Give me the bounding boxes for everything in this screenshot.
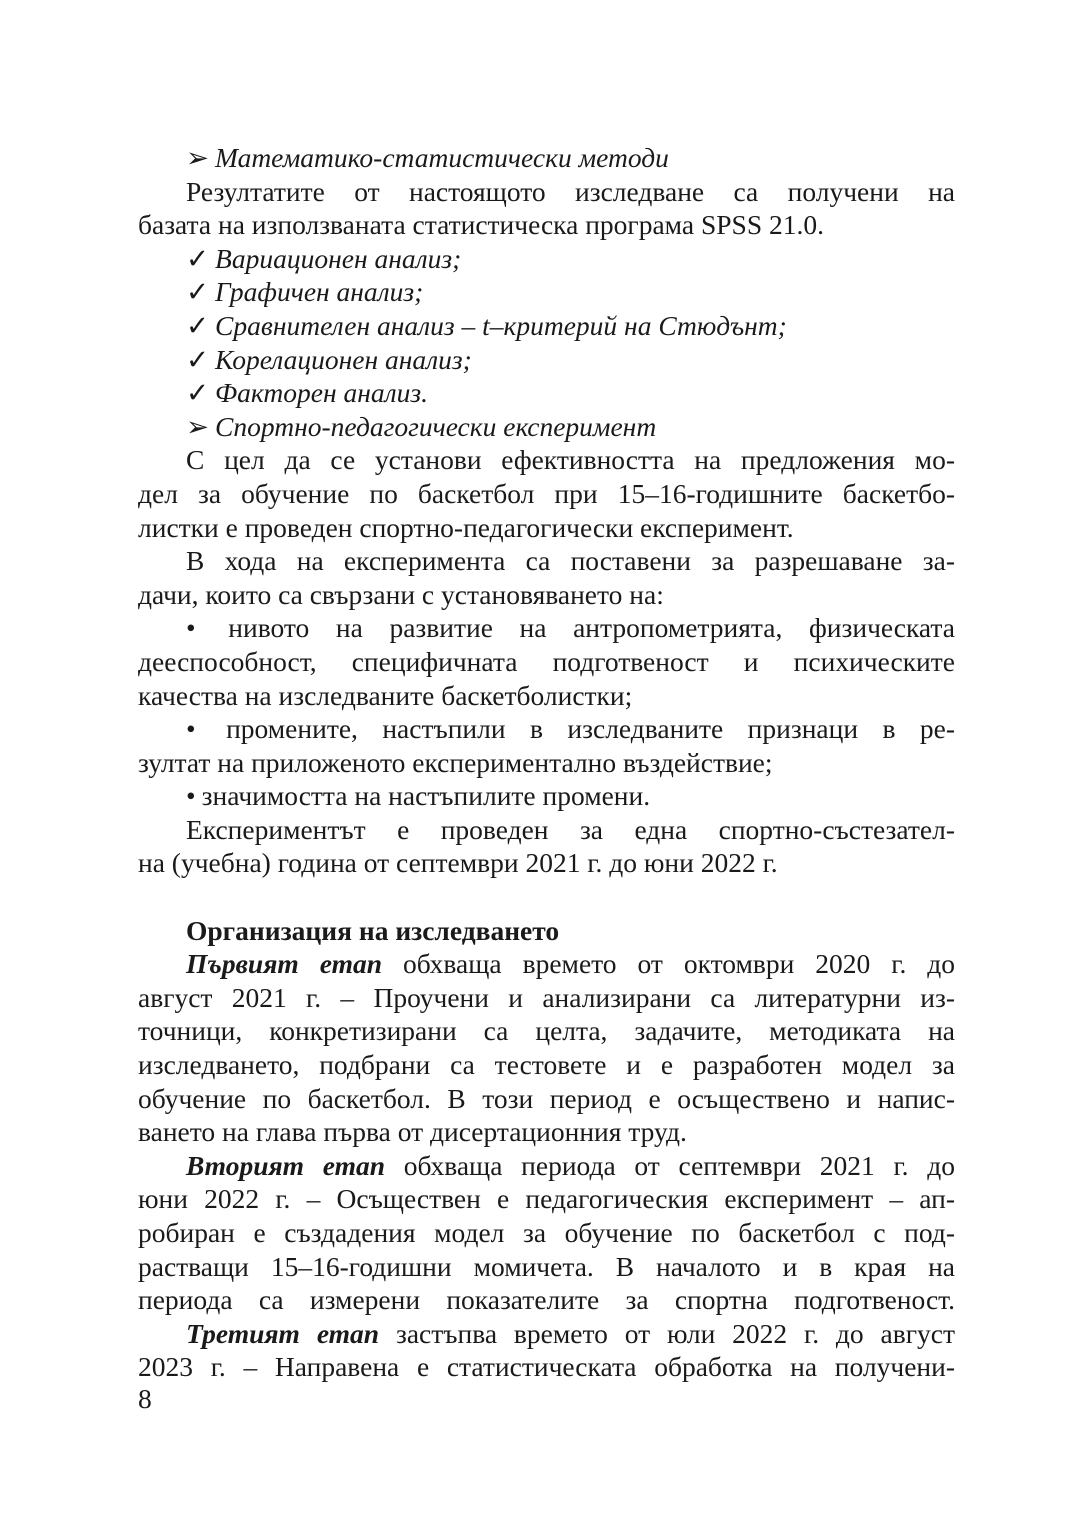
check-icon: ✓ [186, 377, 210, 409]
text-line: 2023 г. – Направена е статистическата обработка на получени- [138, 1351, 955, 1383]
text-line: дачи, които са свързани с установяването на: [138, 578, 664, 610]
text-line: листки е проведен спортно-педагогически експеримент. [138, 511, 794, 543]
page-number: 8 [138, 1383, 152, 1414]
bullet-icon: • [186, 612, 196, 644]
bullet-item [138, 779, 955, 813]
text: застъпва времето от юли 2022 г. до август [395, 1317, 955, 1349]
bullet-item [138, 712, 955, 746]
text-line: точници, конкретизирани са целта, задачите, методиката на [138, 1015, 955, 1047]
text: Вариационен анализ; [215, 242, 462, 274]
stage2-label: Вторият етап [186, 1149, 386, 1181]
list-item [138, 275, 955, 309]
page-body [138, 141, 955, 1384]
text-line: зултат на приложеното експериментално въздействие; [138, 746, 773, 778]
text: обхваща периода от септември 2021 г. до [403, 1149, 955, 1181]
text-line: Експериментът е проведен за една спортно-състезател- [186, 813, 955, 845]
list-item [138, 376, 955, 410]
method-heading [138, 410, 955, 444]
list-item [138, 343, 955, 377]
text-line: юни 2022 г. – Осъществен е педагогическия експеримент – ап- [138, 1183, 955, 1215]
text-line: дел за обучение по баскетбол при 15–16-годишните баскетбо- [138, 477, 955, 509]
stage3-label: Третият етап [186, 1317, 380, 1349]
stage3-first-line [138, 1317, 955, 1351]
text: Сравнителен анализ – t–критерий на Стюдънт; [215, 309, 787, 341]
text-line: растващи 15–16-годишни момичета. В началото и в края на [138, 1250, 955, 1282]
check-icon: ✓ [186, 309, 210, 341]
text: нивото на развитие на антропометрията, физическата [228, 612, 955, 644]
text: Корелационен анализ; [215, 343, 472, 375]
text-line: робиран е създадения модел за обучение по баскетбол с под- [138, 1217, 955, 1248]
arrow-bullet-icon: ➢ [186, 410, 210, 442]
text: Математико-статистически методи [215, 142, 669, 173]
stage2-first-line [138, 1149, 955, 1183]
text: Графичен анализ; [215, 276, 424, 308]
bullet-icon: • [186, 780, 196, 812]
text: Факторен анализ. [215, 377, 428, 409]
text-line: август 2021 г. – Проучени и анализирани са литературни из- [138, 981, 955, 1013]
text: обхваща времето от октомври 2020 г. до [402, 948, 955, 980]
check-icon: ✓ [186, 276, 210, 308]
list-item [138, 242, 955, 276]
method-heading [138, 141, 955, 175]
text: промените, настъпили в изследваните признаци в ре- [226, 713, 955, 745]
check-icon: ✓ [186, 343, 210, 375]
stage1-label: Първият етап [186, 948, 383, 980]
text-line: на (учебна) година от септември 2021 г. до юни 2022 г. [138, 847, 778, 879]
text-line: изследването, подбрани са тестовете и е разработен модел за [138, 1049, 955, 1081]
text-line: дееспособност, специфичната подготвеност и психическите [138, 645, 955, 677]
text-line: Резултатите от настоящото изследване са получени на [186, 175, 955, 207]
arrow-bullet-icon: ➢ [186, 142, 210, 173]
text-line: В хода на експеримента са поставени за разрешаване за- [186, 545, 955, 577]
bullet-icon: • [186, 713, 196, 745]
text-line: ването на глава първа от дисертационния труд. [138, 1116, 687, 1148]
bullet-item [138, 611, 955, 645]
text-line: базата на използваната статистическа програма SPSS 21.0. [138, 209, 825, 241]
text-line: качества на изследваните баскетболистки; [138, 679, 633, 711]
check-icon: ✓ [186, 242, 210, 274]
text-line: обучение по баскетбол. В този период е осъществено и напис- [138, 1082, 955, 1114]
text-line: С цел да се установи ефективността на предложения мо- [186, 444, 955, 476]
text: значимостта на настъпилите промени. [201, 780, 651, 812]
section-heading: Организация на изследването [186, 914, 560, 946]
text-line: периода са измерени показателите за спортна подготвеност. [138, 1284, 955, 1316]
list-item [138, 309, 955, 343]
text: Спортно-педагогически експеримент [215, 410, 657, 442]
spacer [138, 880, 955, 914]
stage1-first-line [138, 947, 955, 981]
